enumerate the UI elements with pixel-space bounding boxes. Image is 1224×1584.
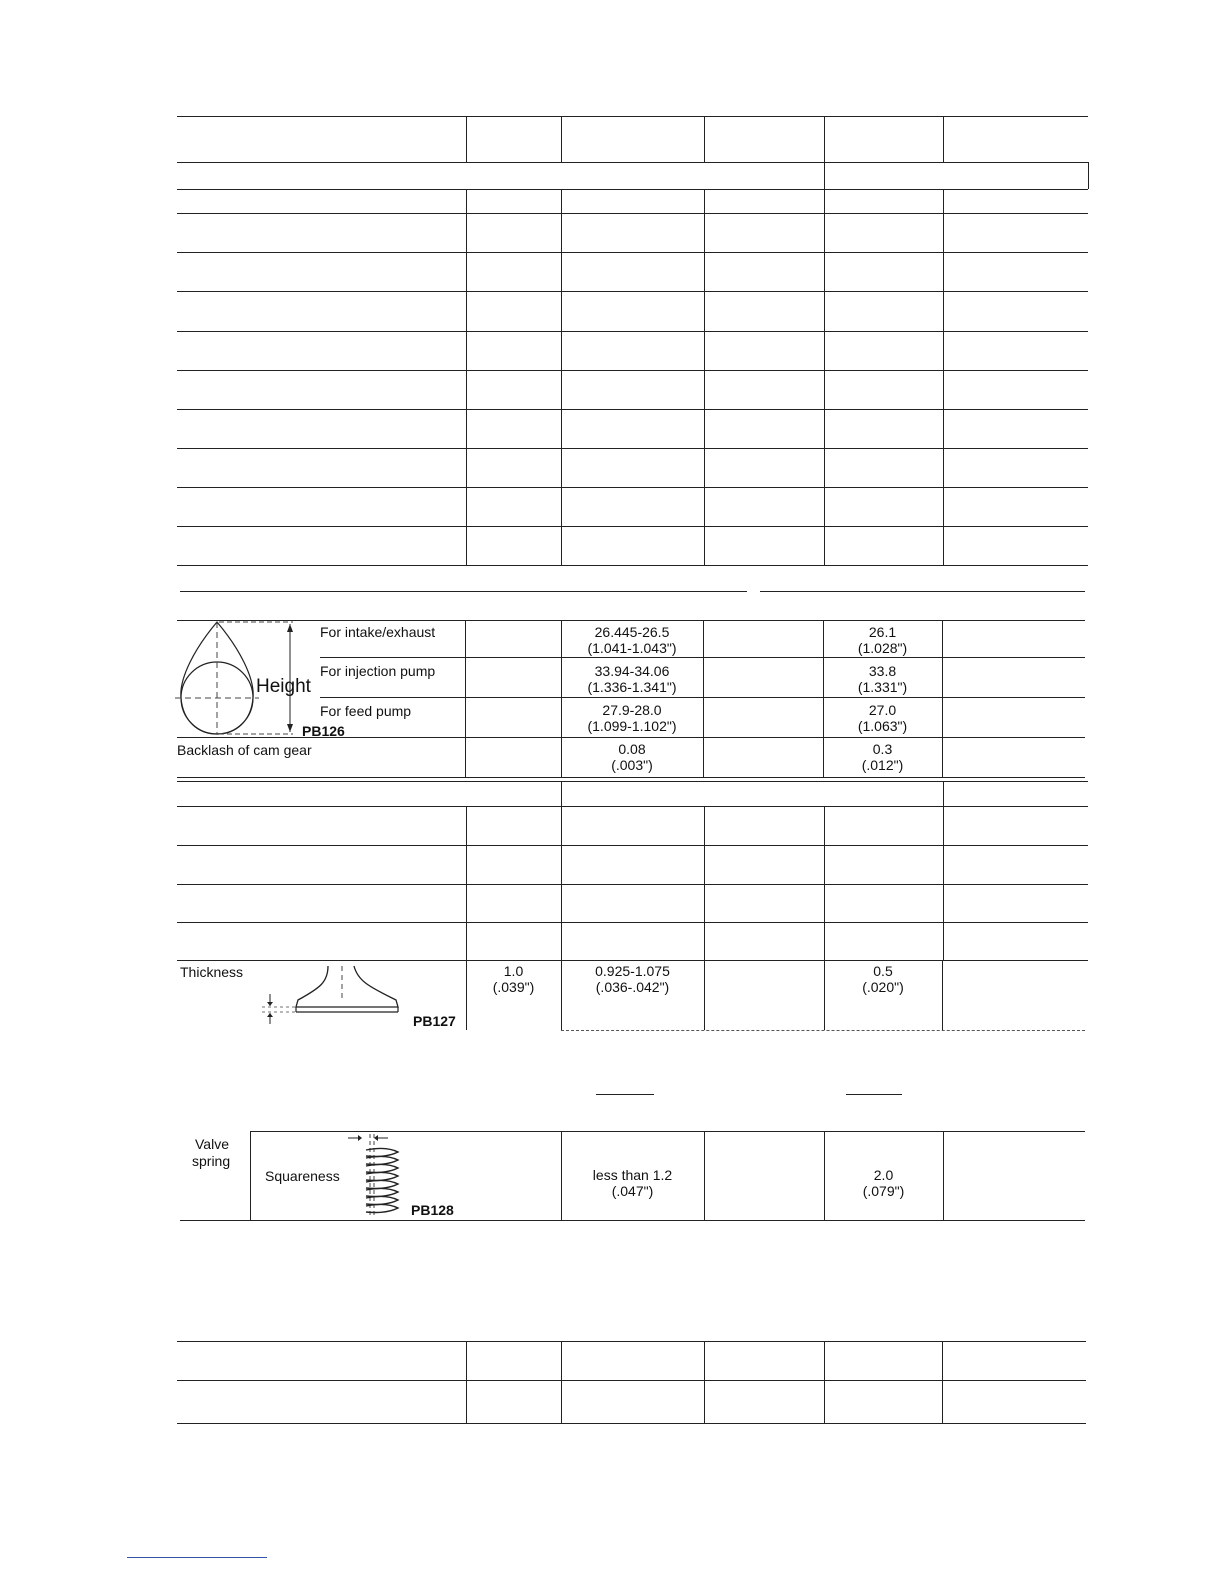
table-col-rule: [824, 806, 825, 960]
table-rule: [177, 409, 1088, 410]
spring-squareness-diagram: [340, 1132, 410, 1220]
backlash-label: Backlash of cam gear: [177, 742, 312, 758]
valve-factory-value: 0.925-1.075: [595, 963, 670, 979]
table-col-rule: [703, 620, 704, 777]
table-rule: [177, 331, 1088, 332]
cam-limit-value: 27.0: [868, 702, 897, 718]
table-rule: [177, 884, 1088, 885]
table-rule: [177, 370, 1088, 371]
table-col-rule: [943, 1131, 944, 1220]
table-col-rule: [561, 781, 562, 806]
table-col-rule: [561, 189, 562, 565]
table-rule: [177, 189, 1088, 190]
footnote-rule: [127, 1557, 267, 1558]
thickness-label: Thickness: [180, 964, 244, 980]
backlash-limit-value: 0.3: [872, 741, 893, 757]
table-col-rule: [466, 806, 467, 960]
table-rule: [177, 1423, 1086, 1424]
valve-limit-value: 0.5: [873, 963, 893, 979]
table-rule: [177, 922, 1088, 923]
height-label: Height: [256, 676, 311, 697]
cam-row-label: For intake/exhaust: [320, 624, 436, 640]
spring-factory-inch: (.047"): [611, 1183, 654, 1199]
table-rule: [177, 213, 1088, 214]
table-col-rule: [943, 781, 944, 806]
figure-label-pb127: PB127: [413, 1013, 456, 1029]
table-col-rule: [1088, 162, 1089, 189]
table-col-rule: [704, 806, 705, 960]
section-rule: [180, 591, 747, 592]
section-rule: [760, 591, 1085, 592]
table-rule: [561, 1030, 1085, 1031]
valve-head-diagram: [262, 960, 412, 1030]
table-rule: [177, 448, 1088, 449]
table-rule: [180, 1220, 1085, 1221]
table-rule: [177, 252, 1088, 253]
table-col-rule: [704, 1341, 705, 1423]
table-col-rule: [824, 1341, 825, 1423]
table-rule: [177, 487, 1088, 488]
table-col-rule: [824, 116, 825, 189]
table-rule: [177, 162, 1088, 163]
squareness-label: Squareness: [265, 1168, 340, 1184]
table-col-rule: [465, 620, 466, 777]
table-col-rule: [942, 960, 943, 1030]
table-col-rule: [466, 189, 467, 565]
underline-mark: [596, 1094, 654, 1095]
table-col-rule: [466, 116, 467, 162]
table-rule: [177, 291, 1088, 292]
valve-nominal-value: 1.0: [503, 963, 524, 979]
table-col-rule: [704, 960, 705, 1030]
cam-factory-inch: (1.099-1.102"): [587, 718, 677, 734]
backlash-limit-inch: (.012"): [861, 757, 904, 773]
cam-limit-value: 33.8: [868, 663, 897, 679]
table-col-rule: [943, 116, 944, 162]
table-rule: [177, 116, 1088, 117]
cam-factory-value: 33.94-34.06: [594, 663, 670, 679]
valve-nominal-inch: (.039"): [492, 979, 535, 995]
cam-limit-inch: (1.028"): [857, 640, 908, 656]
table-rule: [177, 777, 1085, 778]
cam-row-label: For feed pump: [320, 703, 412, 719]
spring-factory-value: less than 1.2: [592, 1167, 673, 1183]
table-rule: [177, 781, 1088, 782]
table-rule: [177, 565, 1088, 566]
table-col-rule: [704, 189, 705, 565]
table-col-rule: [561, 1341, 562, 1423]
spring-limit-inch: (.079"): [862, 1183, 905, 1199]
cam-factory-inch: (1.041-1.043"): [587, 640, 677, 656]
table-rule: [177, 1380, 1086, 1381]
backlash-factory-inch: (.003"): [611, 757, 653, 773]
spring-limit-value: 2.0: [873, 1167, 894, 1183]
figure-label-pb128: PB128: [411, 1202, 454, 1218]
valve-spring-label: spring: [192, 1153, 231, 1169]
cam-factory-value: 26.445-26.5: [594, 624, 670, 640]
table-col-rule: [466, 1341, 467, 1423]
valve-limit-inch: (.020"): [862, 979, 904, 995]
table-col-rule: [704, 1131, 705, 1220]
table-rule: [177, 526, 1088, 527]
table-col-rule: [250, 1131, 251, 1220]
table-col-rule: [704, 116, 705, 162]
backlash-factory-value: 0.08: [618, 741, 646, 757]
table-rule: [177, 1341, 1086, 1342]
table-col-rule: [942, 620, 943, 777]
cam-factory-value: 27.9-28.0: [602, 702, 662, 718]
table-col-rule: [561, 806, 562, 960]
table-col-rule: [942, 1341, 943, 1423]
cam-factory-inch: (1.336-1.341"): [587, 679, 677, 695]
table-col-rule: [824, 189, 825, 565]
table-col-rule: [561, 116, 562, 162]
table-col-rule: [943, 806, 944, 960]
valve-spring-label: Valve: [195, 1136, 229, 1152]
cam-limit-value: 26.1: [868, 624, 897, 640]
cam-limit-inch: (1.331"): [857, 679, 908, 695]
valve-factory-inch: (.036-.042"): [595, 979, 670, 995]
cam-row-label: For injection pump: [320, 663, 436, 679]
underline-mark: [846, 1094, 902, 1095]
table-rule: [177, 806, 1088, 807]
table-rule: [177, 845, 1088, 846]
figure-label-pb126: PB126: [302, 723, 345, 739]
cam-limit-inch: (1.063"): [857, 718, 908, 734]
table-col-rule: [943, 189, 944, 565]
